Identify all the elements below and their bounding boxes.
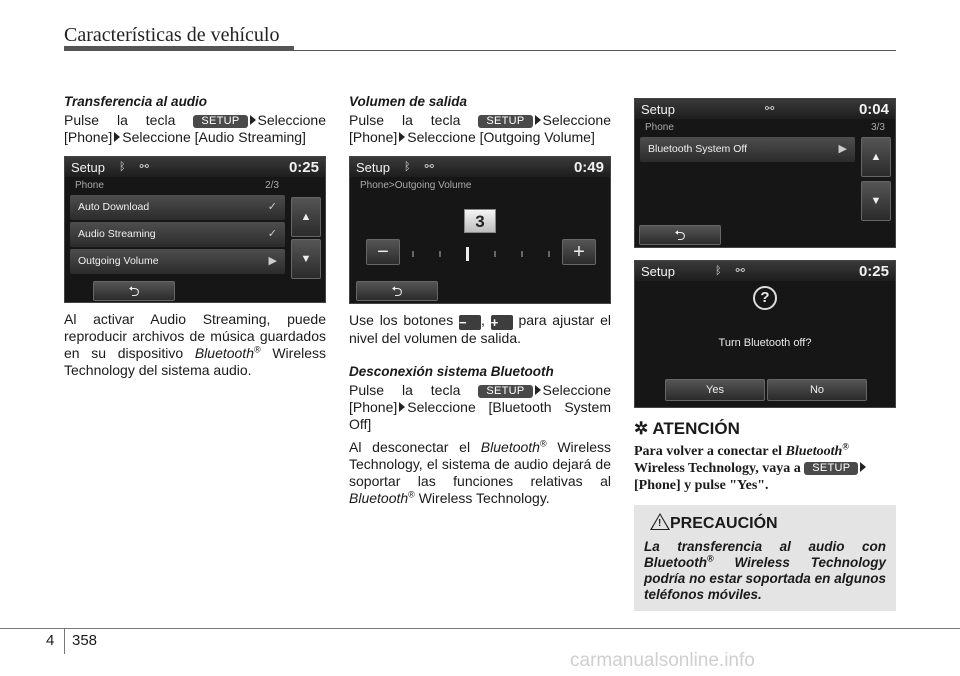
instruction-audio-streaming: Pulse la tecla SETUP Seleccione [Phone] Seleccione [Audio Streaming] [64,112,326,145]
cross-star-icon: ✲ [634,419,649,438]
column-1 [64,93,326,379]
screen-breadcrumb: Phone>Outgoing Volume [360,179,472,191]
usb-icon: ⚯ [764,102,775,115]
footer-rule [0,628,960,629]
back-button[interactable]: ⮌ [93,281,175,301]
menu-item-bluetooth-system-off[interactable]: Bluetooth System Off ▶ [640,137,855,162]
no-button[interactable]: No [767,379,867,401]
plus-button-icon: + [491,315,513,330]
usb-icon: ⚯ [424,160,434,173]
arrow-right-icon [399,402,405,412]
menu-item-auto-download[interactable]: Auto Download ✓ [70,195,285,220]
paragraph-volume-buttons: Use los botones − , + para ajustar el nivel del volumen de salida. [349,312,612,346]
screen-topbar: Setup ⚯ 0:04 [635,99,895,119]
menu-item-audio-streaming[interactable]: Audio Streaming ✓ [70,222,285,247]
yes-button[interactable]: Yes [665,379,765,401]
caution-box [634,505,896,611]
exclamation-mark: ! [658,518,662,529]
arrow-right-icon [535,115,541,125]
page-number: 358 [72,632,98,649]
caution-title: PRECAUCIÓN [670,515,778,532]
menu-item-outgoing-volume[interactable]: Outgoing Volume ▶ [70,249,285,274]
scroll-down-button[interactable]: ▼ [291,239,321,279]
screen-breadcrumb: Phone 2/3 [75,179,279,191]
back-button[interactable]: ⮌ [639,225,721,245]
subhead-audio-transfer: Transferencia al audio [64,94,208,109]
setup-key: SETUP [193,115,247,128]
setup-key: SETUP [478,115,532,128]
screen-topbar: Setup ᛒ ⚯ 0:49 [350,157,610,177]
header-rule [64,50,896,51]
scroll-up-button[interactable]: ▲ [291,197,321,237]
bluetooth-icon: ᛒ [403,160,411,173]
footer-separator [64,628,65,654]
check-icon: ✓ [267,201,277,213]
arrow-right-icon [535,385,541,395]
scroll-up-button[interactable]: ▲ [861,137,891,177]
arrow-right-icon [860,462,866,472]
back-button[interactable]: ⮌ [356,281,438,301]
usb-icon: ⚯ [735,264,745,277]
instruction-outgoing-volume: Pulse la tecla SETUP Seleccione [Phone] Seleccione [Outgoing Volume] [349,112,611,145]
screen-topbar: Setup ᛒ ⚯ 0:25 [65,157,325,177]
screen-bluetooth-system-off [634,98,896,248]
chapter-number: 4 [46,632,55,649]
bluetooth-icon: ᛒ [118,160,126,173]
instruction-bluetooth-off: Pulse la tecla SETUP Seleccione [Phone] Seleccione [Bluetooth System Off] [349,382,611,432]
arrow-right-icon [114,132,120,142]
volume-minus-button[interactable]: − [366,239,400,265]
bluetooth-icon: ᛒ [714,264,722,277]
check-icon: ✓ [267,228,277,240]
play-arrow-icon: ▶ [838,143,847,155]
setup-key: SETUP [478,385,532,398]
volume-scale [412,247,550,261]
paragraph-bluetooth-off: Al desconectar el Bluetooth® Wireless Technology, el sistema de audio dejará de soportar las funciones relativas al Bluetooth® Wireless Technology. [349,438,612,506]
column-3 [634,98,896,494]
screen-audio-streaming [64,156,326,303]
watermark: carmanualsonline.info [570,650,755,671]
arrow-right-icon [399,132,405,142]
screen-breadcrumb: Phone 3/3 [645,121,885,133]
subhead-bluetooth-off: Desconexión sistema Bluetooth [349,364,554,379]
atencion-text: Para volver a conectar el Bluetooth® Wireless Technology, vaya a SETUP [Phone] y pulse "Yes". [634,443,896,494]
scroll-down-button[interactable]: ▼ [861,181,891,221]
minus-button-icon: − [459,315,481,330]
screen-turn-bluetooth-off [634,260,896,408]
paragraph-audio-streaming: Al activar Audio Streaming, puede reproducir archivos de música guardados en su dispositivo Bluetooth® Wireless Technology del sistema audio. [64,311,327,378]
caution-text: La transferencia al audio con Bluetooth® Wireless Technology podría no estar soportada en algunos teléfonos móviles. [644,539,886,602]
subhead-output-volume: Volumen de salida [349,94,468,109]
volume-plus-button[interactable]: + [562,239,596,265]
usb-icon: ⚯ [139,160,149,173]
screen-topbar: Setup ᛒ ⚯ 0:25 [635,261,895,281]
volume-value-box: 3 [464,209,496,233]
question-icon: ? [753,286,777,310]
atencion-heading: ✲ ATENCIÓN [634,419,740,438]
setup-key: SETUP [804,462,858,475]
page-header-title: Características de vehículo [64,24,280,46]
screen-outgoing-volume [349,156,611,304]
arrow-right-icon [250,115,256,125]
column-2 [349,93,611,507]
dialog-message: Turn Bluetooth off? [718,337,812,349]
play-arrow-icon: ▶ [268,255,277,267]
